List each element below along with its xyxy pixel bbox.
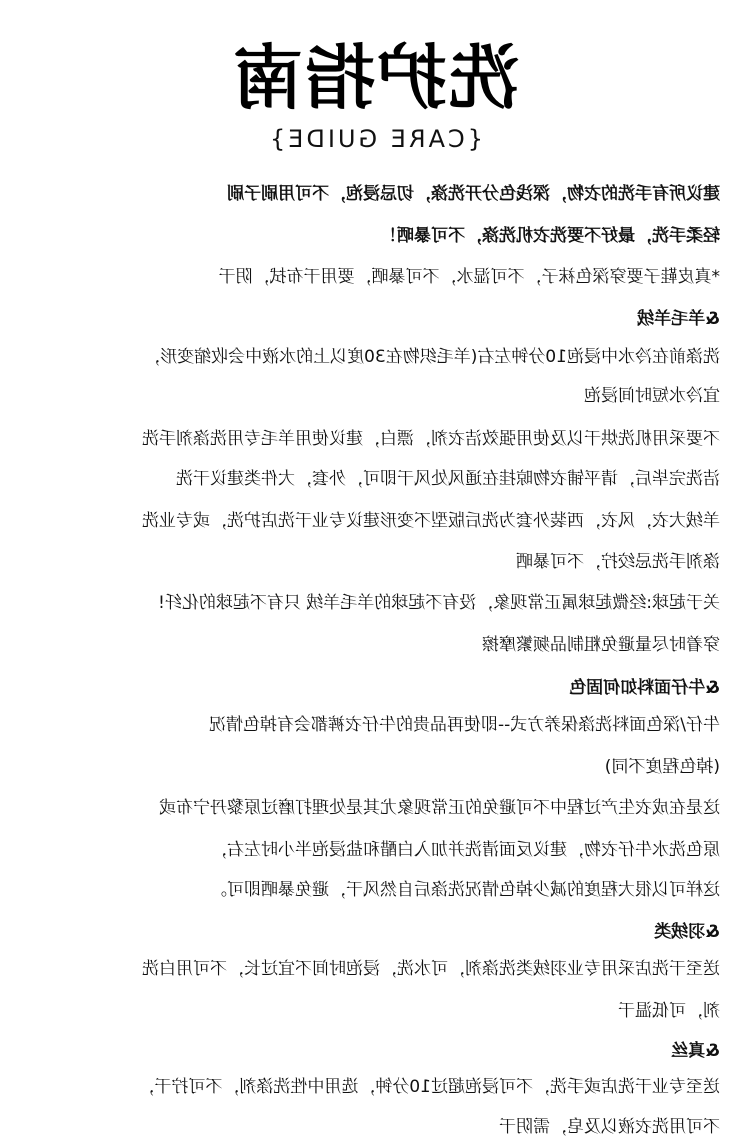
denim-line: (掉色程度不同) [604, 757, 720, 777]
wool-line: 关于起球:经微起球属正常现象，没有不起球的羊毛羊绒 只有不起球的化纤! [158, 593, 720, 613]
wool-line: 羊绒大衣，风衣，西装外套为洗后版型不变形建议专业干洗店护洗，或专业洗 [142, 511, 720, 531]
section-heading-down: &羽绒类 [654, 922, 720, 942]
intro-line-2: 轻柔手洗，最好不要洗衣机洗涤，不可暴晒！ [380, 226, 720, 246]
down-line: 送至干洗店采用专业羽绒类洗涤剂，可水洗，浸泡时间不宜过长，不可用白洗 [142, 959, 720, 979]
wool-line: 洗涤前在冷水中浸泡10分钟左右(羊毛织物在30度以上的水液中会收缩变形， [143, 347, 720, 367]
denim-line: 原色洗水牛仔衣物，建议反面清洗并加入白醋和盐浸泡半小时左右， [210, 840, 720, 860]
down-line: 剂，可低温干 [618, 1001, 720, 1021]
wool-line: 宜冷水短时间浸泡 [584, 386, 720, 406]
section-heading-wool: &羊毛羊绒 [637, 309, 720, 329]
wool-line: 洁洗完毕后，请平铺衣物晾挂在通风处风干即可，外套，大件类建议干洗 [176, 469, 720, 489]
wool-line: 不要采用机洗烘干以及使用强效洁衣剂，漂白，建议使用羊毛专用洗涤剂手洗 [142, 429, 720, 449]
silk-line: 送至专业干洗店或手洗，不可浸泡超过10分钟，选用中性洗涤剂，不可拧干， [137, 1077, 720, 1097]
wool-line: 穿着时尽量避免粗制品频繁摩擦 [482, 635, 720, 655]
denim-line: 这是在成衣生产过程中不可避免的正常现象尤其是处理打磨过原黎丹宁布或 [159, 798, 720, 818]
page-title: 洗护指南 [231, 36, 519, 119]
denim-line: 这样可以很大程度的减少掉色情况洗涤后自然风干，避免暴晒即可。 [210, 880, 720, 900]
wool-line: 涤剂手洗忌绞拧，不可暴晒 [516, 552, 720, 572]
intro-line-3: *真皮鞋子要穿深色袜子，不可湿水，不可暴晒，要用干布拭，阴干 [218, 267, 720, 287]
section-heading-silk: &真丝 [671, 1041, 720, 1061]
intro-line-1: 建议所有手洗的衣物，深浅色分开洗涤，切忌浸泡，不可用刷子刷 [227, 184, 720, 204]
section-heading-denim: &牛仔面料如何固色 [569, 678, 720, 698]
page-subtitle: {CARE GUIDE} [266, 125, 484, 153]
silk-line: 不可用洗衣液以及皂，需阴干 [499, 1117, 720, 1137]
denim-line: 牛仔/深色面料洗涤保养方式--即使再品贵的牛仔衣裤都会有掉色情况 [209, 715, 720, 735]
